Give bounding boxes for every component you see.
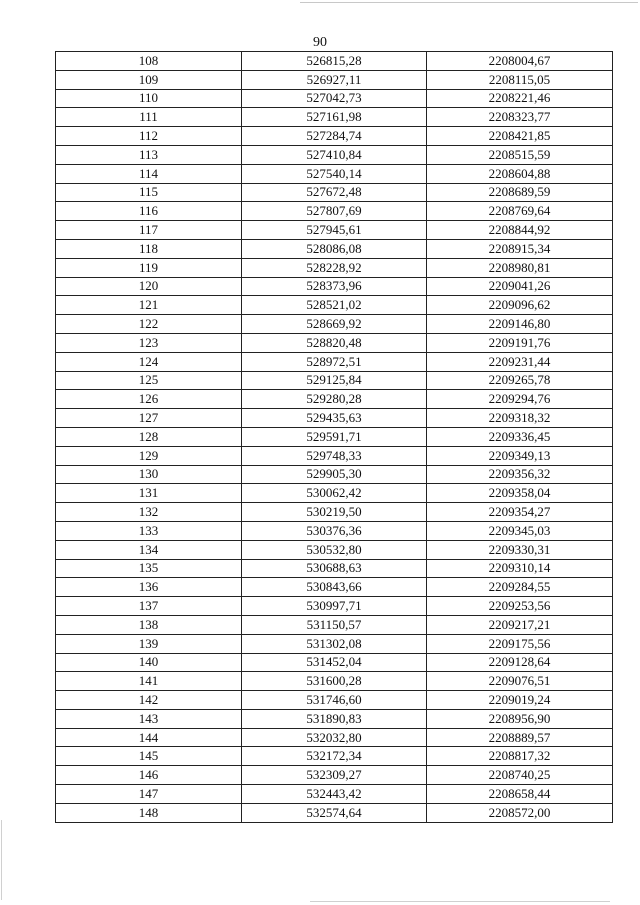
y-coordinate-cell: 2209175,56	[427, 634, 613, 653]
x-coordinate-cell: 527410,84	[242, 145, 427, 164]
y-coordinate-cell: 2208915,34	[427, 239, 613, 258]
y-coordinate-cell: 2209310,14	[427, 559, 613, 578]
y-coordinate-cell: 2208004,67	[427, 52, 613, 71]
y-coordinate-cell: 2209284,55	[427, 578, 613, 597]
point-number-cell: 122	[56, 315, 242, 334]
x-coordinate-cell: 530062,42	[242, 484, 427, 503]
point-number-cell: 138	[56, 615, 242, 634]
x-coordinate-cell: 529591,71	[242, 427, 427, 446]
y-coordinate-cell: 2209358,04	[427, 484, 613, 503]
y-coordinate-cell: 2208817,32	[427, 747, 613, 766]
point-number-cell: 141	[56, 672, 242, 691]
table-row	[56, 277, 613, 296]
table-row	[56, 70, 613, 89]
y-coordinate-cell: 2208221,46	[427, 89, 613, 108]
y-coordinate-cell: 2208572,00	[427, 803, 613, 822]
y-coordinate-cell: 2209330,31	[427, 540, 613, 559]
table-row	[56, 183, 613, 202]
y-coordinate-cell: 2209253,56	[427, 597, 613, 616]
table-row	[56, 803, 613, 822]
x-coordinate-cell: 527807,69	[242, 202, 427, 221]
table-row	[56, 766, 613, 785]
point-number-cell: 127	[56, 409, 242, 428]
x-coordinate-cell: 528820,48	[242, 333, 427, 352]
y-coordinate-cell: 2209265,78	[427, 371, 613, 390]
x-coordinate-cell: 528373,96	[242, 277, 427, 296]
point-number-cell: 121	[56, 296, 242, 315]
y-coordinate-cell: 2208740,25	[427, 766, 613, 785]
y-coordinate-cell: 2209356,32	[427, 465, 613, 484]
table-row	[56, 89, 613, 108]
table-row	[56, 672, 613, 691]
y-coordinate-cell: 2209354,27	[427, 503, 613, 522]
point-number-cell: 120	[56, 277, 242, 296]
x-coordinate-cell: 531890,83	[242, 709, 427, 728]
point-number-cell: 119	[56, 258, 242, 277]
table-row	[56, 427, 613, 446]
coordinates-table	[55, 51, 613, 823]
point-number-cell: 129	[56, 446, 242, 465]
x-coordinate-cell: 531302,08	[242, 634, 427, 653]
y-coordinate-cell: 2208115,05	[427, 70, 613, 89]
y-coordinate-cell: 2209096,62	[427, 296, 613, 315]
point-number-cell: 116	[56, 202, 242, 221]
point-number-cell: 114	[56, 164, 242, 183]
table-row	[56, 296, 613, 315]
x-coordinate-cell: 532032,80	[242, 728, 427, 747]
x-coordinate-cell: 532172,34	[242, 747, 427, 766]
point-number-cell: 126	[56, 390, 242, 409]
table-row	[56, 239, 613, 258]
x-coordinate-cell: 528228,92	[242, 258, 427, 277]
point-number-cell: 130	[56, 465, 242, 484]
x-coordinate-cell: 527284,74	[242, 127, 427, 146]
x-coordinate-cell: 531600,28	[242, 672, 427, 691]
x-coordinate-cell: 528669,92	[242, 315, 427, 334]
y-coordinate-cell: 2208689,59	[427, 183, 613, 202]
y-coordinate-cell: 2209019,24	[427, 691, 613, 710]
point-number-cell: 136	[56, 578, 242, 597]
table-row	[56, 597, 613, 616]
y-coordinate-cell: 2209191,76	[427, 333, 613, 352]
y-coordinate-cell: 2208980,81	[427, 258, 613, 277]
x-coordinate-cell: 532309,27	[242, 766, 427, 785]
y-coordinate-cell: 2209294,76	[427, 390, 613, 409]
x-coordinate-cell: 526927,11	[242, 70, 427, 89]
point-number-cell: 110	[56, 89, 242, 108]
y-coordinate-cell: 2209041,26	[427, 277, 613, 296]
x-coordinate-cell: 530376,36	[242, 521, 427, 540]
table-row	[56, 333, 613, 352]
point-number-cell: 146	[56, 766, 242, 785]
point-number-cell: 117	[56, 221, 242, 240]
y-coordinate-cell: 2208844,92	[427, 221, 613, 240]
table-row	[56, 446, 613, 465]
point-number-cell: 115	[56, 183, 242, 202]
table-row	[56, 634, 613, 653]
point-number-cell: 128	[56, 427, 242, 446]
point-number-cell: 148	[56, 803, 242, 822]
y-coordinate-cell: 2209231,44	[427, 352, 613, 371]
table-row	[56, 653, 613, 672]
scan-edge-bottom	[310, 901, 610, 902]
y-coordinate-cell: 2208323,77	[427, 108, 613, 127]
point-number-cell: 139	[56, 634, 242, 653]
x-coordinate-cell: 528521,02	[242, 296, 427, 315]
table-row	[56, 409, 613, 428]
y-coordinate-cell: 2208604,88	[427, 164, 613, 183]
table-row	[56, 785, 613, 804]
x-coordinate-cell: 529905,30	[242, 465, 427, 484]
table-row	[56, 728, 613, 747]
y-coordinate-cell: 2208515,59	[427, 145, 613, 164]
point-number-cell: 143	[56, 709, 242, 728]
point-number-cell: 132	[56, 503, 242, 522]
x-coordinate-cell: 529435,63	[242, 409, 427, 428]
table-row	[56, 559, 613, 578]
point-number-cell: 124	[56, 352, 242, 371]
scan-edge-left	[1, 820, 2, 900]
x-coordinate-cell: 532574,64	[242, 803, 427, 822]
page-number: 90	[313, 35, 327, 50]
x-coordinate-cell: 528972,51	[242, 352, 427, 371]
point-number-cell: 144	[56, 728, 242, 747]
point-number-cell: 118	[56, 239, 242, 258]
x-coordinate-cell: 527672,48	[242, 183, 427, 202]
x-coordinate-cell: 531452,04	[242, 653, 427, 672]
y-coordinate-cell: 2209349,13	[427, 446, 613, 465]
y-coordinate-cell: 2208769,64	[427, 202, 613, 221]
point-number-cell: 111	[56, 108, 242, 127]
x-coordinate-cell: 527945,61	[242, 221, 427, 240]
point-number-cell: 145	[56, 747, 242, 766]
y-coordinate-cell: 2209146,80	[427, 315, 613, 334]
table-row	[56, 578, 613, 597]
table-row	[56, 691, 613, 710]
point-number-cell: 135	[56, 559, 242, 578]
table-row	[56, 503, 613, 522]
table-row	[56, 540, 613, 559]
point-number-cell: 113	[56, 145, 242, 164]
table-row	[56, 258, 613, 277]
table-row	[56, 221, 613, 240]
y-coordinate-cell: 2209128,64	[427, 653, 613, 672]
x-coordinate-cell: 527540,14	[242, 164, 427, 183]
y-coordinate-cell: 2208956,90	[427, 709, 613, 728]
table-row	[56, 521, 613, 540]
table-row	[56, 390, 613, 409]
x-coordinate-cell: 530219,50	[242, 503, 427, 522]
table-row	[56, 709, 613, 728]
scan-edge-top	[300, 2, 638, 3]
point-number-cell: 125	[56, 371, 242, 390]
table-row	[56, 371, 613, 390]
x-coordinate-cell: 531746,60	[242, 691, 427, 710]
x-coordinate-cell: 530843,66	[242, 578, 427, 597]
point-number-cell: 142	[56, 691, 242, 710]
y-coordinate-cell: 2208421,85	[427, 127, 613, 146]
table-row	[56, 315, 613, 334]
table-row	[56, 465, 613, 484]
point-number-cell: 137	[56, 597, 242, 616]
table-row	[56, 52, 613, 71]
table-row	[56, 108, 613, 127]
x-coordinate-cell: 526815,28	[242, 52, 427, 71]
table-row	[56, 352, 613, 371]
coordinates-table-body	[56, 52, 613, 823]
x-coordinate-cell: 529748,33	[242, 446, 427, 465]
point-number-cell: 147	[56, 785, 242, 804]
point-number-cell: 134	[56, 540, 242, 559]
y-coordinate-cell: 2208889,57	[427, 728, 613, 747]
y-coordinate-cell: 2209336,45	[427, 427, 613, 446]
y-coordinate-cell: 2209345,03	[427, 521, 613, 540]
x-coordinate-cell: 531150,57	[242, 615, 427, 634]
table-row	[56, 127, 613, 146]
x-coordinate-cell: 527042,73	[242, 89, 427, 108]
table-row	[56, 145, 613, 164]
x-coordinate-cell: 528086,08	[242, 239, 427, 258]
point-number-cell: 108	[56, 52, 242, 71]
y-coordinate-cell: 2208658,44	[427, 785, 613, 804]
point-number-cell: 123	[56, 333, 242, 352]
point-number-cell: 140	[56, 653, 242, 672]
table-row	[56, 747, 613, 766]
table-row	[56, 615, 613, 634]
x-coordinate-cell: 527161,98	[242, 108, 427, 127]
table-row	[56, 484, 613, 503]
table-row	[56, 164, 613, 183]
x-coordinate-cell: 529125,84	[242, 371, 427, 390]
x-coordinate-cell: 530997,71	[242, 597, 427, 616]
x-coordinate-cell: 530688,63	[242, 559, 427, 578]
x-coordinate-cell: 530532,80	[242, 540, 427, 559]
point-number-cell: 112	[56, 127, 242, 146]
point-number-cell: 133	[56, 521, 242, 540]
y-coordinate-cell: 2209217,21	[427, 615, 613, 634]
x-coordinate-cell: 529280,28	[242, 390, 427, 409]
table-row	[56, 202, 613, 221]
point-number-cell: 109	[56, 70, 242, 89]
point-number-cell: 131	[56, 484, 242, 503]
y-coordinate-cell: 2209318,32	[427, 409, 613, 428]
x-coordinate-cell: 532443,42	[242, 785, 427, 804]
y-coordinate-cell: 2209076,51	[427, 672, 613, 691]
